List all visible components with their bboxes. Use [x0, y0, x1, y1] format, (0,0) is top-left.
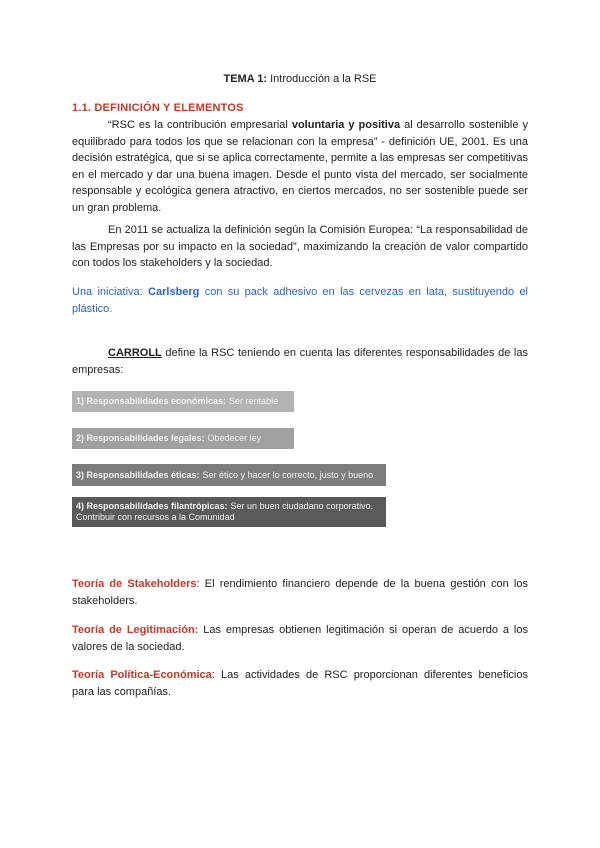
p3-pre: Una iniciativa: [72, 286, 143, 298]
theory-3-text: : Las actividades de RSC proporcionan diferentes beneficios para las compañías. [72, 669, 528, 698]
p1-bold: voluntaria y positiva [291, 119, 401, 131]
bar-4-bold: 4) Responsabilidades filantrópicas: [76, 501, 228, 511]
p1-pre: “RSC es la contribución empresarial [108, 119, 288, 131]
theory-stakeholders [72, 576, 528, 609]
p2-text: En 2011 se actualiza la definición según la Comisión Europea: “La responsabilidad de las Empresas por su impacto en la sociedad”, maximizando la creación de valor compartido con todos los stakeholders y la sociedad. [72, 224, 528, 269]
theory-1-text: : El rendimiento financiero depende de la buena gestión con los stakeholders. [72, 578, 528, 607]
theory-3-name: Teoría Política-Económica [72, 669, 212, 681]
p3-bold: Carlsberg [148, 286, 200, 298]
paragraph-initiative [72, 284, 528, 317]
document-title [0, 73, 600, 85]
title-rest: Introducción a la RSE [270, 73, 377, 85]
theory-politica-economica [72, 667, 528, 700]
bar-4-text: Ser un buen ciudadano corporativo. Contribuir con recursos a la Comunidad [76, 501, 374, 522]
responsibility-bar-2 [72, 428, 294, 449]
title-bold: TEMA 1: [223, 73, 268, 85]
bar-3-text: Ser ético y hacer lo correcto, justo y bueno [202, 469, 374, 480]
responsibility-bar-4 [72, 497, 386, 527]
section-heading: 1.1. DEFINICIÓN Y ELEMENTOS [72, 102, 244, 114]
paragraph-carroll [72, 345, 528, 378]
bar-2-text: Obedecer ley [207, 433, 262, 443]
bar-1-bold: 1) Responsabilidades económicas: [76, 396, 227, 406]
bar-2-bold: 2) Responsabilidades legales: [76, 433, 205, 443]
paragraph-definition [72, 117, 528, 216]
theory-legitimacion [72, 622, 528, 655]
responsibility-bar-1 [72, 391, 294, 412]
theory-1-name: Teoría de Stakeholders [72, 578, 197, 590]
p1-post: al desarrollo sostenible y equilibrado para todos los que se relacionan con la empresa” - definición UE, 2001. Es una decisión estratégica, que si se aplica correctamente, permite a las empresas ser competitivas en el mercado y dar una buena imagen. Desde el punto vista del mercado, ser socialmente responsable y ecológica genera atractivo, en ciertos mercados, no ser sostenible puede ser un gran problema. [72, 119, 528, 214]
p4-post: define la RSC teniendo en cuenta las diferentes responsabilidades de las empresas: [72, 347, 528, 376]
responsibility-bar-3 [72, 464, 386, 486]
p3-post: con su pack adhesivo en las cervezas en lata, sustituyendo el plástico. [72, 286, 529, 315]
paragraph-2011 [72, 222, 528, 272]
bar-1-text: Ser rentable [229, 396, 279, 406]
carroll-name: CARROLL [108, 347, 162, 359]
bar-3-bold: 3) Responsabilidades éticas: [76, 469, 200, 480]
theory-2-text: Las empresas obtienen legitimación si operan de acuerdo a los valores de la sociedad. [72, 624, 528, 653]
theory-2-name: Teoría de Legitimación: [72, 624, 199, 636]
